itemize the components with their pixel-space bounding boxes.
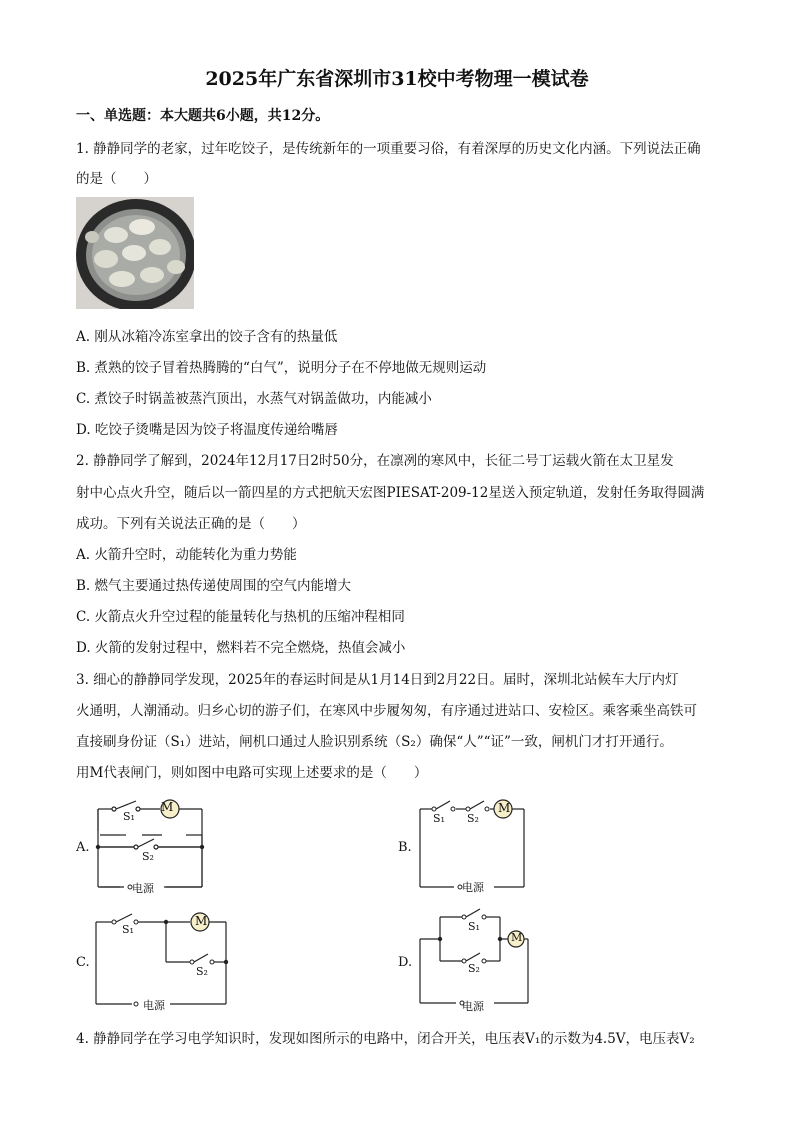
q1-option-b: B. 煮熟的饺子冒着热腾腾的“白气”，说明分子在不停地做无规则运动 bbox=[76, 360, 487, 376]
circuit-b-s2-label: S₂ bbox=[467, 812, 479, 825]
q1-option-c: C. 煮饺子时锅盖被蒸汽顶出，水蒸气对锅盖做功，内能减小 bbox=[76, 391, 432, 407]
circuit-d-s1-label: S₁ bbox=[468, 920, 480, 933]
q3-stem-line1: 3. 细心的静静同学发现，2025年的春运时间是从1月14日到2月22日。届时，深圳北站候车大厅内灯 bbox=[76, 672, 679, 688]
q1-option-d: D. 吃饺子烫嘴是因为饺子将温度传递给嘴唇 bbox=[76, 422, 338, 438]
q3-stem-line4: 用M代表闸门，则如图中电路可实现上述要求的是（ ） bbox=[76, 765, 428, 781]
q3-option-b-label: B. bbox=[398, 840, 412, 855]
q2-option-d: D. 火箭的发射过程中，燃料若不完全燃烧，热值会减小 bbox=[76, 640, 406, 656]
q2-option-b: B. 燃气主要通过热传递使周围的空气内能增大 bbox=[76, 578, 352, 594]
circuit-a-s2-label: S₂ bbox=[142, 850, 154, 863]
q3-stem-line2: 火通明，人潮涌动。归乡心切的游子们，在寒风中步履匆匆，有序通过进站口、安检区。乘客乘坐高铁可 bbox=[76, 703, 697, 719]
circuit-d-s2-label: S₂ bbox=[468, 962, 480, 975]
circuit-c-s2-label: S₂ bbox=[196, 965, 208, 978]
circuit-a-motor-label: M bbox=[161, 800, 174, 814]
circuit-c-source-label: 电源 bbox=[143, 999, 165, 1012]
circuit-c bbox=[90, 910, 240, 1015]
circuit-b-source-label: 电源 bbox=[462, 881, 484, 894]
q3-option-c-label: C. bbox=[76, 955, 90, 970]
circuit-b-s1-label: S₁ bbox=[433, 812, 445, 825]
q2-option-c: C. 火箭点火升空过程的能量转化与热机的压缩冲程相同 bbox=[76, 609, 405, 625]
circuit-d-source-label: 电源 bbox=[462, 1000, 484, 1013]
q3-option-a-label: A. bbox=[76, 840, 90, 855]
q2-option-a: A. 火箭升空时，动能转化为重力势能 bbox=[76, 547, 297, 563]
q3-stem-line3: 直接刷身份证（S₁）进站，闸机口通过人脸识别系统（S₂）确保“人”“证”一致，闸机门才打开通行。 bbox=[76, 734, 673, 750]
circuit-a-s1-label: S₁ bbox=[123, 810, 135, 823]
circuit-d-motor-label: M bbox=[511, 931, 523, 944]
dumplings-photo bbox=[76, 197, 194, 309]
circuit-b-motor-label: M bbox=[498, 801, 511, 815]
q1-stem-line2: 的是（ ） bbox=[76, 171, 157, 187]
q1-stem-line1: 1. 静静同学的老家，过年吃饺子，是传统新年的一项重要习俗，有着深厚的历史文化内涵。下列说法正确 bbox=[76, 141, 701, 157]
circuit-c-motor-label: M bbox=[195, 914, 208, 928]
circuit-a bbox=[90, 795, 220, 900]
q3-option-d-label: D. bbox=[398, 955, 413, 970]
q2-stem-line2: 射中心点火升空，随后以一箭四星的方式把航天宏图PIESAT-209-12星送入预定轨道，发射任务取得圆满 bbox=[76, 485, 705, 501]
q2-stem-line3: 成功。下列有关说法正确的是（ ） bbox=[76, 516, 306, 532]
q2-stem-line1: 2. 静静同学了解到，2024年12月17日2时50分，在凛冽的寒风中，长征二号丁运载火箭在太卫星发 bbox=[76, 453, 674, 469]
page-title: 2025年广东省深圳市31校中考物理一模试卷 bbox=[205, 68, 589, 90]
q1-option-a: A. 刚从冰箱冷冻室拿出的饺子含有的热量低 bbox=[76, 329, 338, 345]
q4-stem-line1: 4. 静静同学在学习电学知识时，发现如图所示的电路中，闭合开关，电压表V₁的示数为4.5V，电压表V₂ bbox=[76, 1031, 695, 1047]
circuit-a-source-label: 电源 bbox=[132, 882, 154, 895]
circuit-c-s1-label: S₁ bbox=[122, 923, 134, 936]
section-heading: 一、单选题：本大题共6小题，共12分。 bbox=[76, 108, 330, 124]
